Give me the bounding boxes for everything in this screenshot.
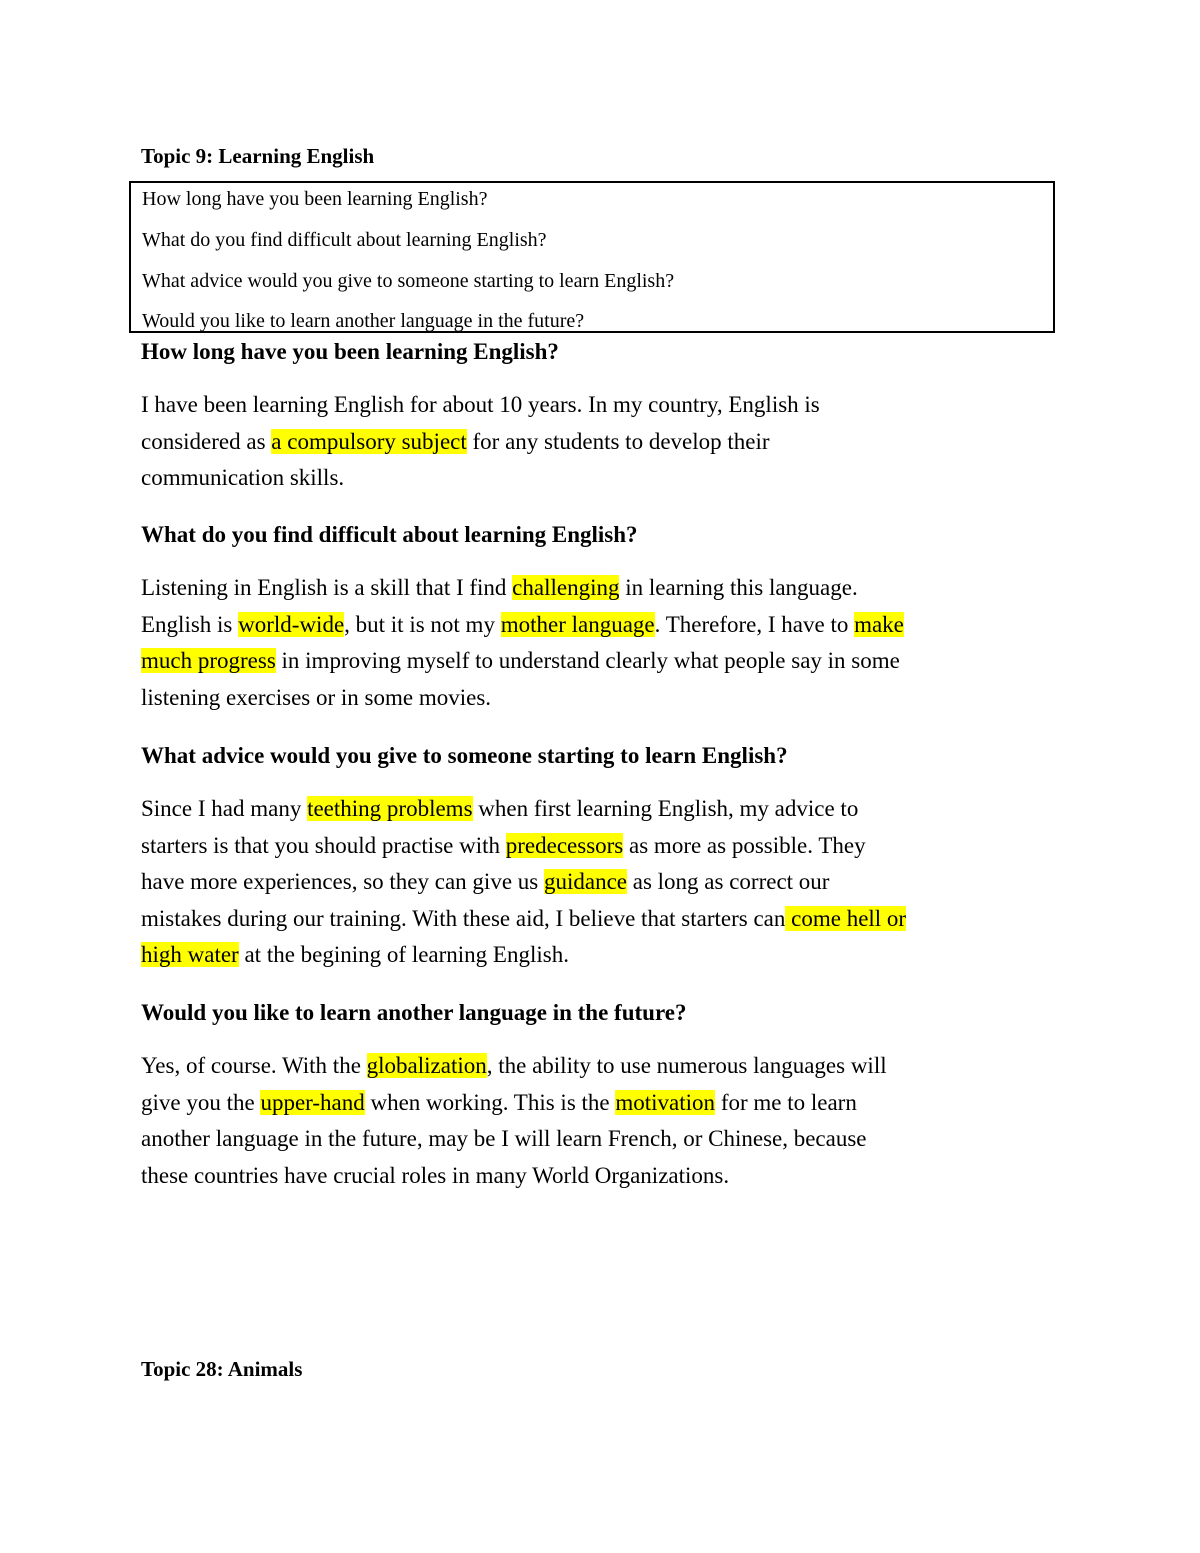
topic-title: Topic 9: Learning English <box>141 144 375 168</box>
text-segment: when working. This is the <box>364 1089 616 1115</box>
text-segment: communication skills. <box>141 465 345 490</box>
answer-line <box>141 864 1081 901</box>
qa-block <box>141 741 1081 974</box>
text-segment: , but it is not my <box>344 611 501 637</box>
text-segment: in improving myself to understand clearly what people say in some <box>275 648 900 673</box>
answer-line <box>141 607 1081 644</box>
text-segment: in learning this language. <box>619 575 858 600</box>
text-segment: another language in the future, may be I will learn French, or Chinese, because <box>141 1126 867 1151</box>
answer-line <box>141 643 1081 680</box>
highlighted-phrase: come hell or <box>785 905 907 931</box>
question-heading: How long have you been learning English? <box>141 339 559 364</box>
answer-line <box>141 1048 1081 1085</box>
text-segment: . Therefore, I have to <box>654 611 855 637</box>
answer-line <box>141 680 1081 717</box>
highlighted-phrase: world-wide <box>238 611 345 637</box>
question-box <box>129 181 1055 333</box>
highlighted-phrase: much progress <box>141 648 276 673</box>
highlighted-phrase: high water <box>141 942 239 967</box>
text-segment: Yes, of course. With the <box>141 1053 367 1078</box>
text-segment: when first learning English, my advice to <box>472 796 859 821</box>
answer-paragraph <box>141 1048 1081 1194</box>
text-segment: English is <box>141 611 239 637</box>
text-segment: Listening in English is a skill that I find <box>141 575 513 600</box>
highlighted-phrase: challenging <box>512 575 620 600</box>
highlighted-phrase: mother language <box>500 611 655 637</box>
answer-line <box>141 1085 1081 1122</box>
highlighted-phrase: motivation <box>615 1089 716 1115</box>
text-segment: these countries have crucial roles in many World Organizations. <box>141 1162 730 1188</box>
text-segment: starters is that you should practise with <box>141 832 506 858</box>
question-box-item: What advice would you give to someone starting to learn English? <box>142 270 675 292</box>
answer-line <box>141 460 1081 497</box>
answer-paragraph <box>141 570 1081 716</box>
text-segment: , the ability to use numerous languages will <box>486 1053 887 1078</box>
answer-line <box>141 901 1081 938</box>
answer-line <box>141 1121 1081 1158</box>
text-segment: listening exercises or in some movies. <box>141 684 492 710</box>
highlighted-phrase: teething problems <box>307 796 473 821</box>
text-segment: as more as possible. They <box>623 832 866 858</box>
answer-line <box>141 570 1081 607</box>
answer-line <box>141 387 1081 424</box>
question-box-item: How long have you been learning English? <box>142 188 488 210</box>
text-segment: considered as <box>141 428 272 454</box>
highlighted-phrase: globalization <box>366 1053 487 1078</box>
highlighted-phrase: guidance <box>543 869 627 894</box>
question-heading: What do you find difficult about learning English? <box>141 522 638 547</box>
question-heading: What advice would you give to someone starting to learn English? <box>141 743 788 768</box>
text-segment: for any students to develop their <box>466 428 770 454</box>
highlighted-phrase: a compulsory subject <box>271 428 467 454</box>
question-box-item: What do you find difficult about learning English? <box>142 229 547 251</box>
answer-line <box>141 791 1081 828</box>
text-segment: at the begining of learning English. <box>238 942 569 967</box>
topic-title: Topic 28: Animals <box>141 1357 303 1381</box>
text-segment: give you the <box>141 1089 261 1115</box>
text-segment: Since I had many <box>141 796 308 821</box>
answer-line <box>141 1158 1081 1195</box>
text-segment: mistakes during our training. With these aid, I believe that starters can <box>141 905 786 931</box>
answer-line <box>141 424 1081 461</box>
highlighted-phrase: predecessors <box>505 832 624 858</box>
text-segment: for me to learn <box>715 1089 857 1115</box>
answer-line <box>141 937 1081 974</box>
qa-block <box>141 520 1081 716</box>
question-heading: Would you like to learn another language in the future? <box>141 1000 687 1025</box>
text-segment: have more experiences, so they can give us <box>141 869 544 894</box>
answer-line <box>141 828 1081 865</box>
qa-block <box>141 998 1081 1194</box>
answer-paragraph <box>141 791 1081 974</box>
answer-paragraph <box>141 387 1081 497</box>
question-box-item: Would you like to learn another language in the future? <box>142 310 585 332</box>
highlighted-phrase: make <box>854 611 904 637</box>
text-segment: as long as correct our <box>627 869 830 894</box>
qa-block <box>141 337 1081 497</box>
highlighted-phrase: upper-hand <box>260 1089 365 1115</box>
text-segment: I have been learning English for about 10 years. In my country, English is <box>141 392 820 417</box>
